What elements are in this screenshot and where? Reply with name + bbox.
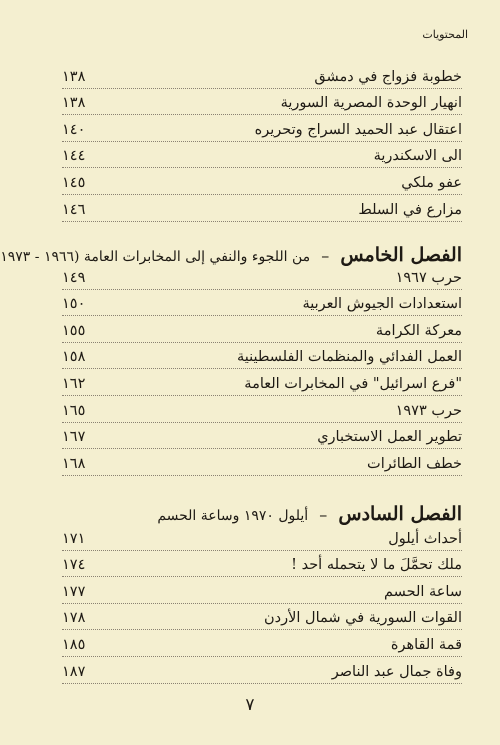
toc-entry-page: ١٣٨ xyxy=(62,95,86,112)
toc-entry-page: ١٥٠ xyxy=(62,296,86,313)
toc-entry-page: ١٧٤ xyxy=(62,557,86,574)
toc-entry[interactable] xyxy=(62,168,462,195)
toc-entry-page: ١٧٨ xyxy=(62,610,86,627)
toc-entry-title: اعتقال عبد الحميد السراج وتحريره xyxy=(254,121,462,138)
toc-entry[interactable] xyxy=(62,657,462,684)
toc-entry[interactable] xyxy=(62,195,462,222)
toc-entry-title: أحداث أيلول xyxy=(388,530,462,547)
toc-entry-title: ساعة الحسم xyxy=(384,583,462,600)
toc-entry-title: انهيار الوحدة المصرية السورية xyxy=(280,95,462,112)
toc-entry-page: ١٦٥ xyxy=(62,402,86,419)
toc-entry-page: ١٤٦ xyxy=(62,201,86,218)
page-number: ٧ xyxy=(245,695,255,715)
toc-entry-title: الى الاسكندرية xyxy=(373,148,462,165)
toc-entry-page: ١٥٥ xyxy=(62,322,86,339)
toc-entry-page: ١٦٨ xyxy=(62,455,86,472)
toc-entry[interactable] xyxy=(62,62,462,89)
toc-entry[interactable] xyxy=(62,290,462,317)
toc-entry-page: ١٣٨ xyxy=(62,68,86,85)
toc-entry[interactable] xyxy=(62,551,462,578)
toc-entry[interactable] xyxy=(62,89,462,116)
chapter-6-subtitle: أيلول ١٩٧٠ وساعة الحسم xyxy=(157,508,309,524)
toc-entry-page: ١٧٧ xyxy=(62,583,86,600)
toc-entry[interactable] xyxy=(62,396,462,423)
chapter-5-subtitle: من اللجوء والنفي إلى المخابرات العامة (١٩٦٦ - ١٩٧٣ xyxy=(0,249,311,265)
toc-entry-title: قمة القاهرة xyxy=(390,636,462,653)
toc-entry-page: ١٦٧ xyxy=(62,429,86,446)
toc-entry[interactable] xyxy=(62,142,462,169)
chapter-6-heading xyxy=(62,503,462,525)
toc-entry[interactable] xyxy=(62,577,462,604)
toc-entry-title: استعدادات الجيوش العربية xyxy=(302,296,462,313)
chapter-6-entries xyxy=(62,524,462,684)
toc-entry-page: ١٤٠ xyxy=(62,121,86,138)
toc-entry-title: عفو ملكي xyxy=(401,174,462,191)
toc-entry[interactable] xyxy=(62,263,462,290)
chapter-5-label: الفصل الخامس xyxy=(340,244,462,266)
toc-entry[interactable] xyxy=(62,524,462,551)
toc-entry-title: خطف الطائرات xyxy=(367,455,462,472)
toc-entry[interactable] xyxy=(62,423,462,450)
toc-entry-page: ١٥٨ xyxy=(62,349,86,366)
toc-entry[interactable] xyxy=(62,343,462,370)
toc-group-continued xyxy=(62,62,462,222)
chapter-5-dash: – xyxy=(321,246,330,265)
chapter-6-dash: – xyxy=(319,505,328,524)
toc-entry[interactable] xyxy=(62,316,462,343)
toc-entry-page: ١٦٢ xyxy=(62,375,86,392)
chapter-5-entries xyxy=(62,263,462,476)
chapter-6-label: الفصل السادس xyxy=(338,503,462,525)
toc-entry[interactable] xyxy=(62,604,462,631)
toc-entry[interactable] xyxy=(62,369,462,396)
toc-entry[interactable] xyxy=(62,449,462,476)
toc-entry[interactable] xyxy=(62,115,462,142)
toc-entry-title: وفاة جمال عبد الناصر xyxy=(331,663,462,680)
toc-entry-page: ١٤٥ xyxy=(62,174,86,191)
toc-entry-title: مزارع في السلط xyxy=(358,201,462,218)
toc-entry-title: معركة الكرامة xyxy=(375,322,462,339)
toc-entry-page: ١٤٤ xyxy=(62,148,86,165)
toc-entry-title: حرب ١٩٧٣ xyxy=(395,402,462,419)
running-head: المحتويات xyxy=(422,28,468,41)
toc-entry-title: تطوير العمل الاستخباري xyxy=(317,429,462,446)
toc-entry-title: خطوبة فزواج في دمشق xyxy=(314,68,462,85)
toc-entry-title: "فرع اسرائيل" في المخابرات العامة xyxy=(244,375,462,392)
toc-entry-page: ١٨٧ xyxy=(62,663,86,680)
toc-entry-title: القوات السورية في شمال الأردن xyxy=(264,610,462,627)
toc-entry-page: ١٧١ xyxy=(62,530,86,547)
toc-entry[interactable] xyxy=(62,630,462,657)
toc-entry-title: ملك تحمَّلَ ما لا يتحمله أحد ! xyxy=(291,557,462,574)
toc-entry-page: ١٨٥ xyxy=(62,636,86,653)
toc-entry-title: العمل الفدائي والمنظمات الفلسطينية xyxy=(236,349,462,366)
toc-entry-title: حرب ١٩٦٧ xyxy=(395,269,462,286)
toc-entry-page: ١٤٩ xyxy=(62,269,86,286)
